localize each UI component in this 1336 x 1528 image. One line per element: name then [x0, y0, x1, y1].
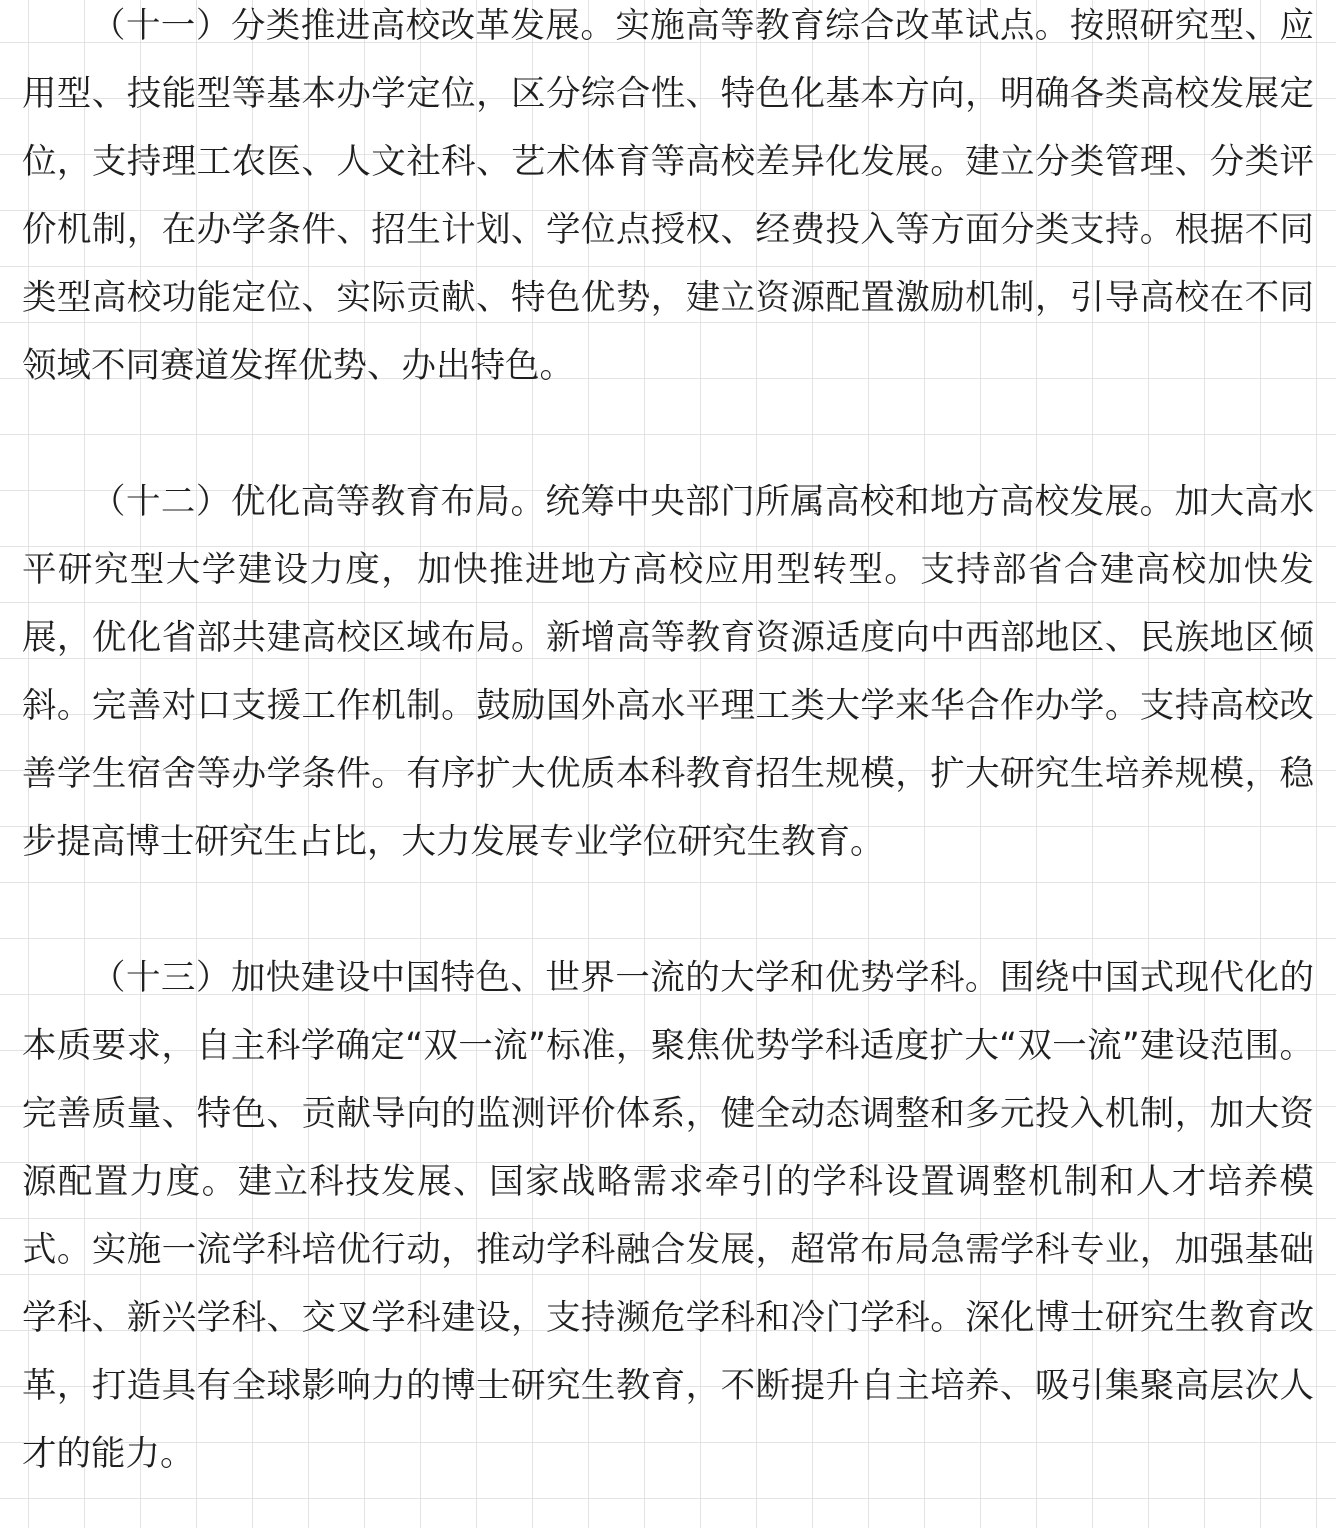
paragraph-section-11: （十一）分类推进高校改革发展。实施高等教育综合改革试点。按照研究型、应用型、技能型等基本办学定位，区分综合性、特色化基本方向，明确各类高校发展定位，支持理工农医、人文社科、艺术体育等高校差异化发展。建立分类管理、分类评价机制，在办学条件、招生计划、学位点授权、经费投入等方面分类支持。根据不同类型高校功能定位、实际贡献、特色优势，建立资源配置激励机制，引导高校在不同领域不同赛道发挥优势、办出特色。	[22, 6, 1314, 386]
paragraph-section-12: （十二）优化高等教育布局。统筹中央部门所属高校和地方高校发展。加大高水平研究型大学建设力度，加快推进地方高校应用型转型。支持部省合建高校加快发展，优化省部共建高校区域布局。新增高等教育资源适度向中西部地区、民族地区倾斜。完善对口支援工作机制。鼓励国外高水平理工类大学来华合作办学。支持高校改善学生宿舍等办学条件。有序扩大优质本科教育招生规模，扩大研究生培养规模，稳步提高博士研究生占比，大力发展专业学位研究生教育。	[22, 482, 1314, 862]
paragraph-section-13: （十三）加快建设中国特色、世界一流的大学和优势学科。围绕中国式现代化的本质要求，自主科学确定“双一流”标准，聚焦优势学科适度扩大“双一流”建设范围。完善质量、特色、贡献导向的监测评价体系，健全动态调整和多元投入机制，加大资源配置力度。建立科技发展、国家战略需求牵引的学科设置调整机制和人才培养模式。实施一流学科培优行动，推动学科融合发展，超常布局急需学科专业，加强基础学科、新兴学科、交叉学科建设，支持濒危学科和冷门学科。深化博士研究生教育改革，打造具有全球影响力的博士研究生教育，不断提升自主培养、吸引集聚高层次人才的能力。	[22, 958, 1314, 1474]
